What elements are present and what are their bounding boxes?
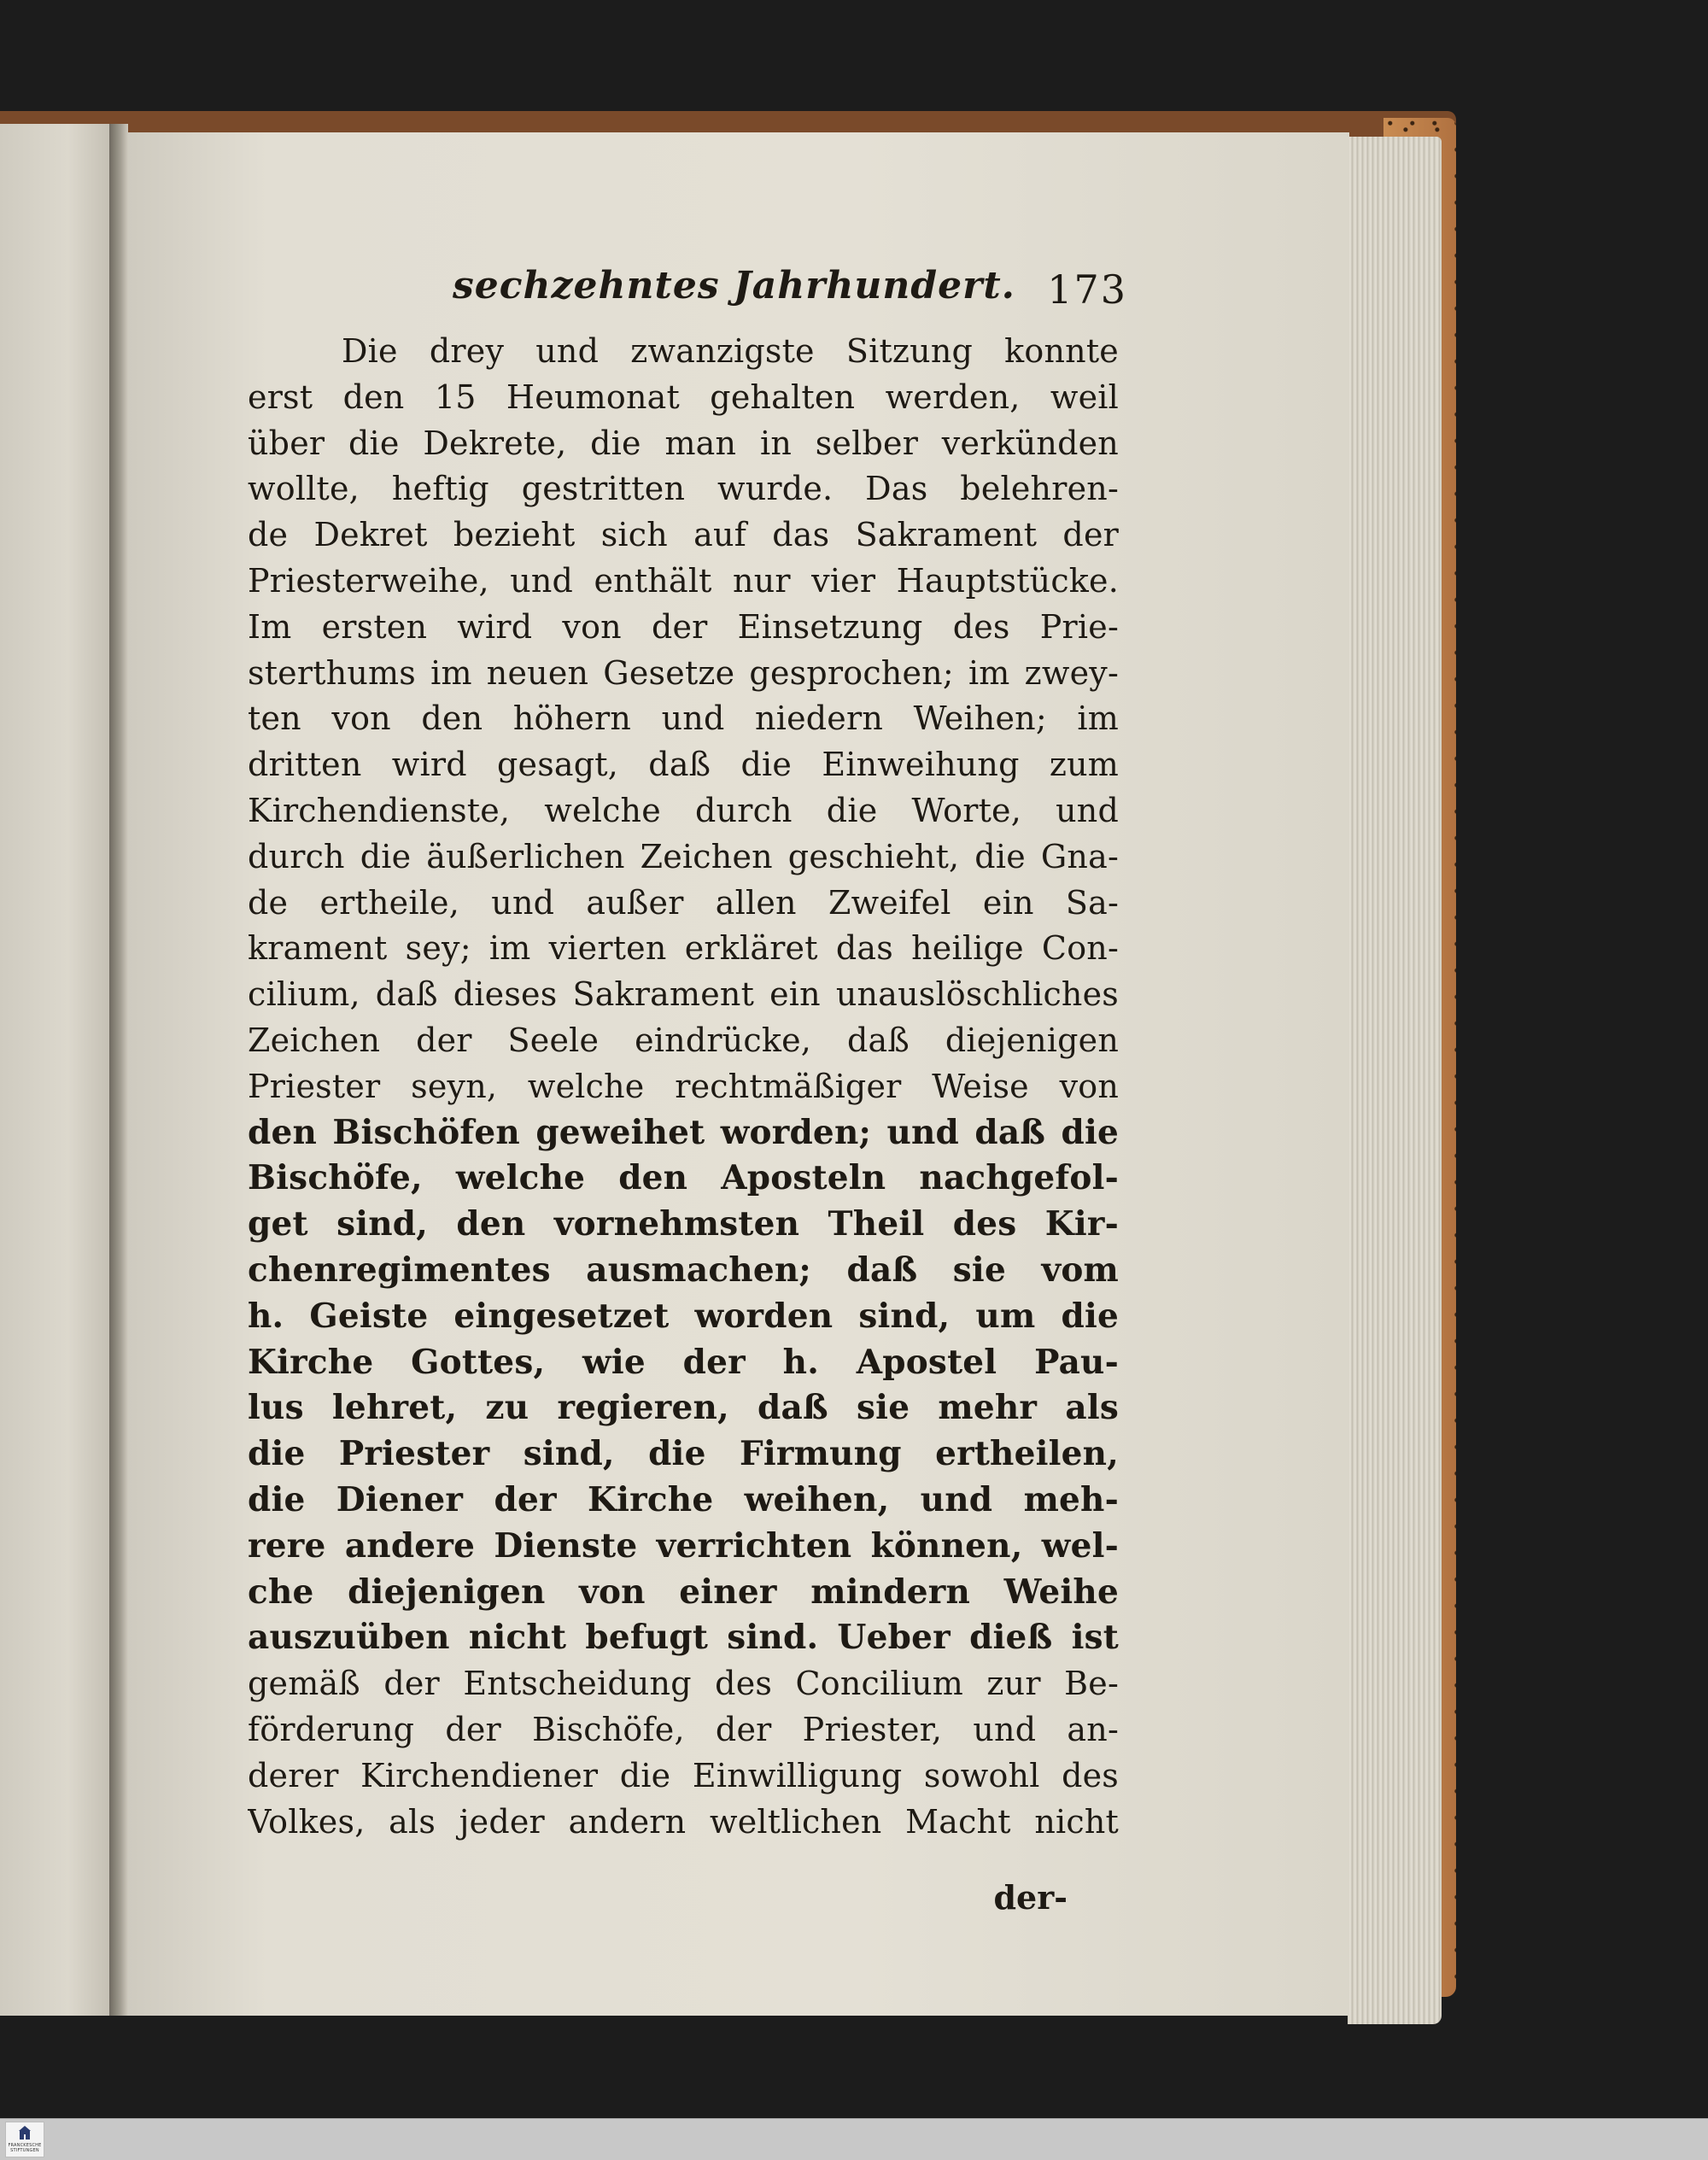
text-line: Zeichen der Seele eindrücke, daß diejenigen [248, 1021, 1119, 1059]
text-line: get sind, den vornehmsten Theil des Kir- [248, 1204, 1119, 1244]
text-line: Im ersten wird von der Einsetzung des Prie- [248, 607, 1119, 646]
text-line: de ertheile, und außer allen Zweifel ein Sa- [248, 883, 1119, 922]
text-line: dritten wird gesagt, daß die Einweihung zum [248, 746, 1119, 784]
page-text-block [248, 260, 1127, 1917]
text-line: erst den 15 Heumonat gehalten werden, weil [248, 378, 1119, 416]
text-line: wollte, heftig gestritten wurde. Das belehren- [248, 470, 1119, 508]
body-text [248, 329, 1119, 1845]
text-line: derer Kirchendiener die Einwilligung sowohl des [248, 1756, 1119, 1794]
text-line: de Dekret bezieht sich auf das Sakrament der [248, 516, 1119, 554]
text-line: Kirche Gottes, wie der h. Apostel Pau- [248, 1342, 1119, 1382]
logo-text: FRANCKESCHE STIFTUNGEN [8, 2143, 42, 2153]
viewer-bottom-bar [0, 2118, 1708, 2160]
building-icon [18, 2125, 32, 2140]
text-line: gemäß der Entscheidung des Concilium zur Be- [248, 1665, 1119, 1703]
book-gutter [109, 124, 128, 2016]
institution-logo [5, 2122, 44, 2157]
text-line: sterthums im neuen Gesetze gesprochen; im zwey- [248, 653, 1119, 692]
text-line: rere andere Dienste verrichten können, wel- [248, 1525, 1119, 1566]
text-line: förderung der Bischöfe, der Priester, und an- [248, 1710, 1119, 1748]
text-line: che diejenigen von einer mindern Weihe [248, 1572, 1119, 1612]
text-line: auszuüben nicht befugt sind. Ueber dieß ist [248, 1618, 1119, 1658]
text-line: ten von den höhern und niedern Weihen; im [248, 700, 1119, 738]
text-line: die Diener der Kirche weihen, und meh- [248, 1479, 1119, 1519]
left-page [0, 124, 124, 2016]
text-line: den Bischöfen geweihet worden; und daß die [248, 1112, 1119, 1152]
text-line: krament sey; im vierten erkläret das heilige Con- [248, 929, 1119, 968]
running-head: sechzehntes Jahrhundert. [453, 264, 1015, 307]
text-line: lus lehret, zu regieren, daß sie mehr als [248, 1388, 1119, 1428]
text-line: über die Dekrete, die man in selber verkünden [248, 424, 1119, 462]
text-line: durch die äußerlichen Zeichen geschieht, die Gna- [248, 837, 1119, 875]
text-line: Bischöfe, welche den Aposteln nachgefol- [248, 1158, 1119, 1198]
text-line: Priester seyn, welche rechtmäßiger Weise von [248, 1067, 1119, 1105]
text-line: Priesterweihe, und enthält nur vier Hauptstücke. [248, 561, 1119, 600]
text-line: cilium, daß dieses Sakrament ein unauslöschliches [248, 975, 1119, 1014]
text-line: Volkes, als jeder andern weltlichen Macht nicht [248, 1802, 1119, 1841]
text-line: chenregimentes ausmachen; daß sie vom [248, 1250, 1119, 1290]
text-line: h. Geiste eingesetzet worden sind, um die [248, 1296, 1119, 1336]
page-header [248, 260, 1127, 329]
text-line: Die drey und zwanzigste Sitzung konnte [342, 332, 1119, 370]
text-line: die Priester sind, die Firmung ertheilen, [248, 1434, 1119, 1474]
page-edges [1348, 137, 1442, 2024]
text-line: Kirchendienste, welche durch die Worte, und [248, 791, 1119, 829]
catchword: der- [993, 1878, 1068, 1917]
page-number: 173 [1047, 266, 1127, 313]
